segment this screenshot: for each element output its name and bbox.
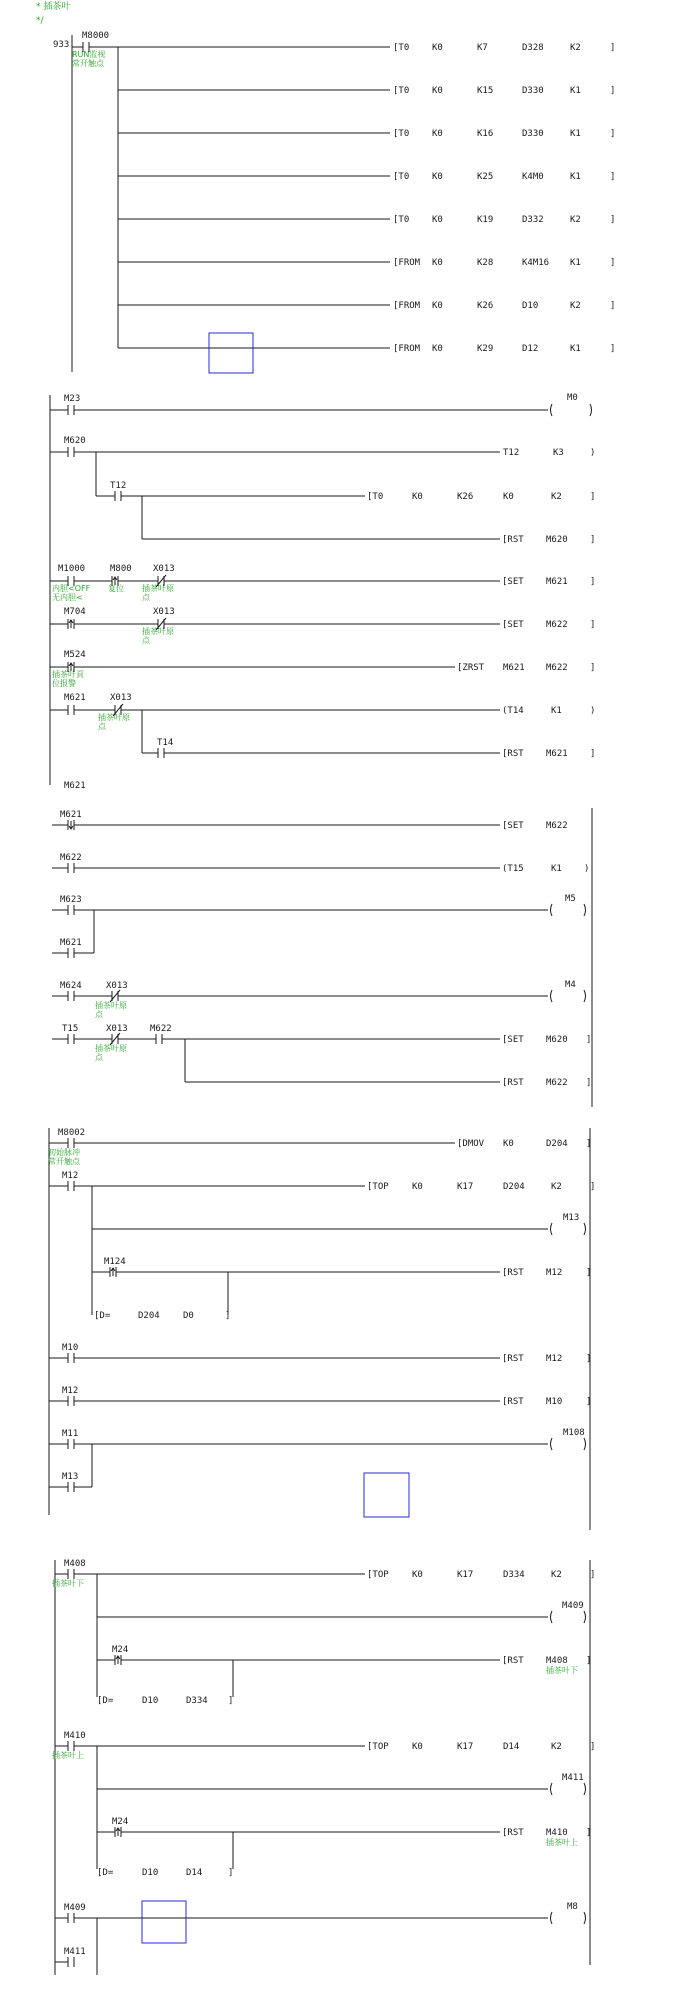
svg-text:插茶叶上: 插茶叶上 — [546, 1838, 578, 1847]
instruction-t0[interactable] — [367, 492, 595, 502]
svg-text:(T14: (T14 — [502, 706, 524, 716]
svg-text:K1: K1 — [570, 129, 581, 139]
contact-m411[interactable] — [55, 1957, 74, 1967]
instruction-row[interactable] — [118, 172, 615, 182]
svg-text:K0: K0 — [412, 492, 423, 502]
svg-text:[T0: [T0 — [393, 215, 410, 225]
svg-text:M623: M623 — [60, 895, 82, 905]
svg-text:D204: D204 — [503, 1182, 525, 1192]
svg-text:K1: K1 — [570, 86, 581, 96]
svg-text:K0: K0 — [503, 492, 514, 502]
header-comment-end: */ — [36, 16, 44, 26]
selection-cursor[interactable] — [364, 1473, 409, 1517]
svg-text:]: ] — [590, 749, 596, 759]
svg-text:M10: M10 — [62, 1343, 79, 1353]
svg-text:K1: K1 — [570, 172, 581, 182]
svg-text:M12: M12 — [546, 1354, 563, 1364]
svg-text:M410: M410 — [546, 1828, 568, 1838]
svg-text:常开触点: 常开触点 — [48, 1157, 80, 1166]
svg-text:插茶叶頁: 插茶叶頁 — [52, 670, 84, 679]
contact-t12[interactable] — [96, 491, 365, 501]
svg-text:K19: K19 — [477, 215, 494, 225]
svg-text:[D=: [D= — [94, 1311, 111, 1321]
contact-comment: RUN监视 — [72, 50, 106, 59]
svg-text:M23: M23 — [64, 394, 81, 404]
svg-text:K0: K0 — [432, 344, 443, 354]
compare-d14[interactable] — [97, 1868, 233, 1878]
svg-text:K0: K0 — [412, 1570, 423, 1580]
svg-text:K4M16: K4M16 — [522, 258, 550, 268]
svg-text:点: 点 — [95, 1053, 103, 1062]
svg-text:M12: M12 — [546, 1268, 563, 1278]
svg-text:M409: M409 — [64, 1903, 86, 1913]
svg-text:K1: K1 — [551, 864, 562, 874]
svg-text:[T0: [T0 — [393, 86, 410, 96]
svg-text:M411: M411 — [64, 1947, 86, 1957]
svg-text:]: ] — [610, 301, 616, 311]
coil-m13[interactable] — [92, 1223, 586, 1235]
svg-text:]: ] — [586, 1828, 592, 1838]
coil-t12[interactable] — [503, 448, 595, 458]
contact-t14[interactable] — [142, 748, 500, 758]
instruction-row[interactable] — [118, 86, 615, 96]
compare-d204[interactable] — [92, 1272, 230, 1321]
svg-text:K3: K3 — [553, 448, 564, 458]
svg-text:K1: K1 — [551, 706, 562, 716]
svg-text:K0: K0 — [412, 1182, 423, 1192]
svg-text:M108: M108 — [563, 1428, 585, 1438]
svg-text:T15: T15 — [62, 1024, 79, 1034]
svg-text:K1: K1 — [570, 258, 581, 268]
coil-m409[interactable] — [97, 1611, 586, 1623]
svg-text:]: ] — [590, 620, 596, 630]
svg-text:M620: M620 — [546, 535, 568, 545]
svg-text:M12: M12 — [62, 1386, 79, 1396]
svg-text:D334: D334 — [503, 1570, 525, 1580]
svg-text:M24: M24 — [112, 1817, 129, 1827]
svg-text:D204: D204 — [138, 1311, 160, 1321]
svg-text:]: ] — [225, 1311, 231, 1321]
svg-text:M704: M704 — [64, 607, 86, 617]
rung-set-m621[interactable] — [50, 575, 500, 587]
svg-text:D12: D12 — [522, 344, 539, 354]
svg-text:T12: T12 — [110, 481, 127, 491]
selection-cursor[interactable] — [142, 1901, 186, 1943]
svg-text:T12: T12 — [503, 448, 520, 458]
svg-text:K2: K2 — [570, 43, 581, 53]
rung-t15[interactable] — [52, 863, 500, 873]
instruction-row[interactable] — [118, 301, 615, 311]
svg-text:点: 点 — [95, 1010, 103, 1019]
rung-rst-m12[interactable] — [92, 1267, 500, 1315]
svg-text:[FROM: [FROM — [393, 258, 421, 268]
svg-text:]: ] — [228, 1696, 234, 1706]
svg-text:]: ] — [590, 1182, 596, 1192]
panel-2 — [50, 393, 595, 791]
svg-text:位报警: 位报警 — [52, 679, 76, 688]
svg-text:M621: M621 — [546, 577, 568, 587]
instruction-row[interactable] — [118, 215, 615, 225]
svg-text:X013: X013 — [153, 564, 175, 574]
svg-text:]: ] — [610, 129, 616, 139]
compare-d334[interactable] — [97, 1696, 233, 1706]
svg-text:M622: M622 — [150, 1024, 172, 1034]
svg-text:M621: M621 — [60, 938, 82, 948]
svg-text:[SET: [SET — [502, 1035, 524, 1045]
svg-text:插茶叶原: 插茶叶原 — [98, 713, 130, 722]
svg-text:M124: M124 — [104, 1257, 126, 1267]
contact-m620[interactable] — [50, 447, 500, 457]
instruction-row[interactable] — [118, 344, 615, 354]
contact-m23[interactable] — [50, 405, 548, 415]
svg-text:无内胆<: 无内胆< — [52, 593, 83, 602]
svg-text:]: ] — [586, 1078, 592, 1088]
svg-text:[RST: [RST — [502, 1354, 524, 1364]
svg-text:D14: D14 — [503, 1742, 520, 1752]
selection-cursor[interactable] — [209, 333, 253, 373]
svg-text:M1000: M1000 — [58, 564, 86, 574]
svg-text:D334: D334 — [186, 1696, 208, 1706]
instruction-rst-m620[interactable] — [142, 535, 595, 545]
svg-text:[FROM: [FROM — [393, 344, 421, 354]
svg-text:插茶叶下: 插茶叶下 — [546, 1666, 578, 1675]
svg-text:[RST: [RST — [502, 749, 524, 759]
svg-text:插茶叶原: 插茶叶原 — [95, 1001, 127, 1010]
rung-m5[interactable] — [52, 905, 548, 958]
svg-text:复位: 复位 — [108, 584, 124, 593]
svg-text:]: ] — [590, 663, 596, 673]
svg-text:X013: X013 — [110, 693, 132, 703]
svg-text:[RST: [RST — [502, 1828, 524, 1838]
svg-text:[T0: [T0 — [393, 172, 410, 182]
svg-text:K0: K0 — [432, 43, 443, 53]
svg-text:): ) — [590, 706, 596, 716]
svg-text:X013: X013 — [106, 981, 128, 991]
svg-text:]: ] — [610, 43, 616, 53]
svg-text:]: ] — [586, 1035, 592, 1045]
svg-text:K26: K26 — [457, 492, 474, 502]
svg-text:[RST: [RST — [502, 1268, 524, 1278]
svg-text:K0: K0 — [432, 86, 443, 96]
svg-text:): ) — [584, 864, 590, 874]
svg-text:[D=: [D= — [97, 1868, 114, 1878]
svg-text:[TOP: [TOP — [367, 1182, 389, 1192]
svg-text:]: ] — [586, 1397, 592, 1407]
svg-text:M620: M620 — [546, 1035, 568, 1045]
rung-zrst[interactable] — [50, 662, 455, 672]
svg-text:]: ] — [610, 258, 616, 268]
svg-text:M409: M409 — [562, 1601, 584, 1611]
svg-text:内胆<OFF: 内胆<OFF — [52, 584, 91, 593]
svg-text:M5: M5 — [565, 894, 576, 904]
step-number: 933 — [53, 40, 70, 50]
svg-text:M10: M10 — [546, 1397, 563, 1407]
coil-m5[interactable] — [551, 904, 586, 916]
svg-text:[FROM: [FROM — [393, 301, 421, 311]
svg-text:K0: K0 — [432, 301, 443, 311]
rung-rst-m410[interactable] — [97, 1827, 500, 1869]
coil-m0[interactable] — [551, 404, 592, 416]
instruction-row[interactable] — [118, 129, 615, 139]
svg-text:插茶叶下: 插茶叶下 — [52, 1579, 84, 1588]
svg-text:D332: D332 — [522, 215, 544, 225]
svg-text:M0: M0 — [567, 393, 578, 403]
svg-text:K28: K28 — [477, 258, 494, 268]
rung-rst-m10[interactable] — [49, 1396, 500, 1406]
svg-text:]: ] — [610, 172, 616, 182]
svg-text:]: ] — [586, 1656, 592, 1666]
svg-text:M24: M24 — [112, 1645, 129, 1655]
svg-text:K2: K2 — [551, 492, 562, 502]
svg-text:[RST: [RST — [502, 1397, 524, 1407]
rung-rst-m408[interactable] — [97, 1655, 500, 1697]
svg-text:M13: M13 — [563, 1213, 580, 1223]
svg-text:[RST: [RST — [502, 1078, 524, 1088]
svg-text:M524: M524 — [64, 650, 86, 660]
rung-set-m622[interactable] — [52, 820, 500, 830]
svg-text:M620: M620 — [64, 436, 86, 446]
svg-text:M12: M12 — [62, 1171, 79, 1181]
svg-text:D328: D328 — [522, 43, 544, 53]
svg-text:[SET: [SET — [502, 821, 524, 831]
svg-text:K2: K2 — [570, 301, 581, 311]
svg-text:K17: K17 — [457, 1182, 474, 1192]
svg-text:K17: K17 — [457, 1742, 474, 1752]
svg-text:M4: M4 — [565, 980, 576, 990]
svg-text:M622: M622 — [546, 821, 568, 831]
svg-text:M621: M621 — [503, 663, 525, 673]
svg-text:插茶叶原: 插茶叶原 — [95, 1044, 127, 1053]
svg-text:D14: D14 — [186, 1868, 203, 1878]
contact-comment: 常开触点 — [72, 59, 104, 68]
panel-4 — [48, 1128, 595, 1530]
panel-3 — [52, 808, 592, 1107]
svg-text:[DMOV: [DMOV — [457, 1139, 485, 1149]
svg-text:D10: D10 — [142, 1696, 159, 1706]
rung-m8[interactable] — [55, 1913, 548, 1975]
coil-m8[interactable] — [551, 1912, 586, 1924]
contact-label: M8000 — [82, 31, 110, 41]
svg-text:D330: D330 — [522, 86, 544, 96]
svg-text:D0: D0 — [183, 1311, 194, 1321]
svg-text:M624: M624 — [60, 981, 82, 991]
panel-1 — [53, 31, 615, 373]
svg-text:M622: M622 — [546, 663, 568, 673]
svg-text:M621: M621 — [546, 749, 568, 759]
svg-text:M13: M13 — [62, 1472, 79, 1482]
svg-text:]: ] — [586, 1139, 592, 1149]
rung-rst-m12-b[interactable] — [49, 1353, 500, 1363]
rung-top-d14[interactable] — [55, 1741, 365, 1869]
svg-text:]: ] — [586, 1268, 592, 1278]
rung-set-m620[interactable] — [52, 1033, 500, 1082]
svg-text:点: 点 — [142, 593, 150, 602]
svg-text:M622: M622 — [546, 1078, 568, 1088]
svg-text:M410: M410 — [64, 1731, 86, 1741]
svg-text:M622: M622 — [60, 853, 82, 863]
svg-text:K2: K2 — [551, 1570, 562, 1580]
svg-text:M8: M8 — [567, 1902, 578, 1912]
svg-text:M621: M621 — [64, 693, 86, 703]
svg-text:M408: M408 — [64, 1559, 86, 1569]
svg-text:]: ] — [610, 344, 616, 354]
svg-text:插茶叶原: 插茶叶原 — [142, 584, 174, 593]
rung-top-d334[interactable] — [55, 1569, 365, 1697]
rung-top[interactable] — [49, 1181, 365, 1272]
svg-text:D330: D330 — [522, 129, 544, 139]
svg-text:[SET: [SET — [502, 577, 524, 587]
svg-text:X013: X013 — [153, 607, 175, 617]
svg-text:T14: T14 — [157, 738, 174, 748]
svg-text:D204: D204 — [546, 1139, 568, 1149]
rung-m108[interactable] — [49, 1439, 548, 1492]
rung-set-m622[interactable] — [50, 618, 500, 630]
svg-text:[D=: [D= — [97, 1696, 114, 1706]
svg-text:[RST: [RST — [502, 535, 524, 545]
instruction-row[interactable] — [118, 43, 615, 53]
svg-text:[SET: [SET — [502, 620, 524, 630]
svg-text:K15: K15 — [477, 86, 494, 96]
svg-text:[T0: [T0 — [393, 129, 410, 139]
svg-text:M622: M622 — [546, 620, 568, 630]
svg-text:[T0: [T0 — [393, 43, 410, 53]
instruction-row[interactable] — [118, 258, 615, 268]
svg-text:D10: D10 — [142, 1868, 159, 1878]
svg-text:M11: M11 — [62, 1429, 79, 1439]
svg-text:K0: K0 — [432, 129, 443, 139]
svg-text:]: ] — [228, 1868, 234, 1878]
svg-text:K4M0: K4M0 — [522, 172, 544, 182]
svg-text:点: 点 — [98, 722, 106, 731]
svg-text:K26: K26 — [477, 301, 494, 311]
svg-text:]: ] — [590, 492, 596, 502]
svg-text:]: ] — [610, 215, 616, 225]
svg-text:K7: K7 — [477, 43, 488, 53]
svg-text:初始脉冲: 初始脉冲 — [48, 1148, 80, 1157]
svg-text:[ZRST: [ZRST — [457, 663, 485, 673]
svg-text:K2: K2 — [551, 1742, 562, 1752]
svg-text:M411: M411 — [562, 1773, 584, 1783]
svg-text:K0: K0 — [432, 172, 443, 182]
svg-text:]: ] — [610, 86, 616, 96]
svg-text:(T15: (T15 — [502, 864, 524, 874]
svg-text:插茶叶原: 插茶叶原 — [142, 627, 174, 636]
svg-text:X013: X013 — [106, 1024, 128, 1034]
rung-dmov[interactable] — [49, 1138, 455, 1148]
svg-text:点: 点 — [142, 636, 150, 645]
svg-text:K2: K2 — [551, 1182, 562, 1192]
svg-text:]: ] — [590, 535, 596, 545]
svg-text:[RST: [RST — [502, 1656, 524, 1666]
svg-text:K29: K29 — [477, 344, 494, 354]
coil-m108[interactable] — [551, 1438, 586, 1450]
svg-text:[TOP: [TOP — [367, 1570, 389, 1580]
svg-text:K1: K1 — [570, 344, 581, 354]
panel-5 — [52, 1559, 595, 1975]
coil-m4[interactable] — [551, 990, 586, 1002]
svg-text:K16: K16 — [477, 129, 494, 139]
svg-text:M621: M621 — [64, 781, 86, 791]
svg-text:]: ] — [590, 1742, 596, 1752]
svg-text:K0: K0 — [412, 1742, 423, 1752]
svg-text:K17: K17 — [457, 1570, 474, 1580]
svg-text:M621: M621 — [60, 810, 82, 820]
svg-text:]: ] — [586, 1354, 592, 1364]
svg-text:K2: K2 — [570, 215, 581, 225]
svg-text:[T0: [T0 — [367, 492, 384, 502]
svg-text:]: ] — [590, 577, 596, 587]
svg-text:K0: K0 — [503, 1139, 514, 1149]
svg-text:M8002: M8002 — [58, 1128, 86, 1138]
svg-text:K0: K0 — [432, 215, 443, 225]
svg-text:[TOP: [TOP — [367, 1742, 389, 1752]
header-comment: * 插茶叶 — [36, 2, 71, 12]
svg-text:插茶叶上: 插茶叶上 — [52, 1751, 84, 1760]
svg-text:): ) — [590, 448, 596, 458]
svg-text:M408: M408 — [546, 1656, 568, 1666]
svg-text:K0: K0 — [432, 258, 443, 268]
svg-text:M800: M800 — [110, 564, 132, 574]
svg-text:D10: D10 — [522, 301, 539, 311]
svg-text:]: ] — [590, 1570, 596, 1580]
svg-text:K25: K25 — [477, 172, 494, 182]
coil-m411[interactable] — [97, 1783, 586, 1795]
